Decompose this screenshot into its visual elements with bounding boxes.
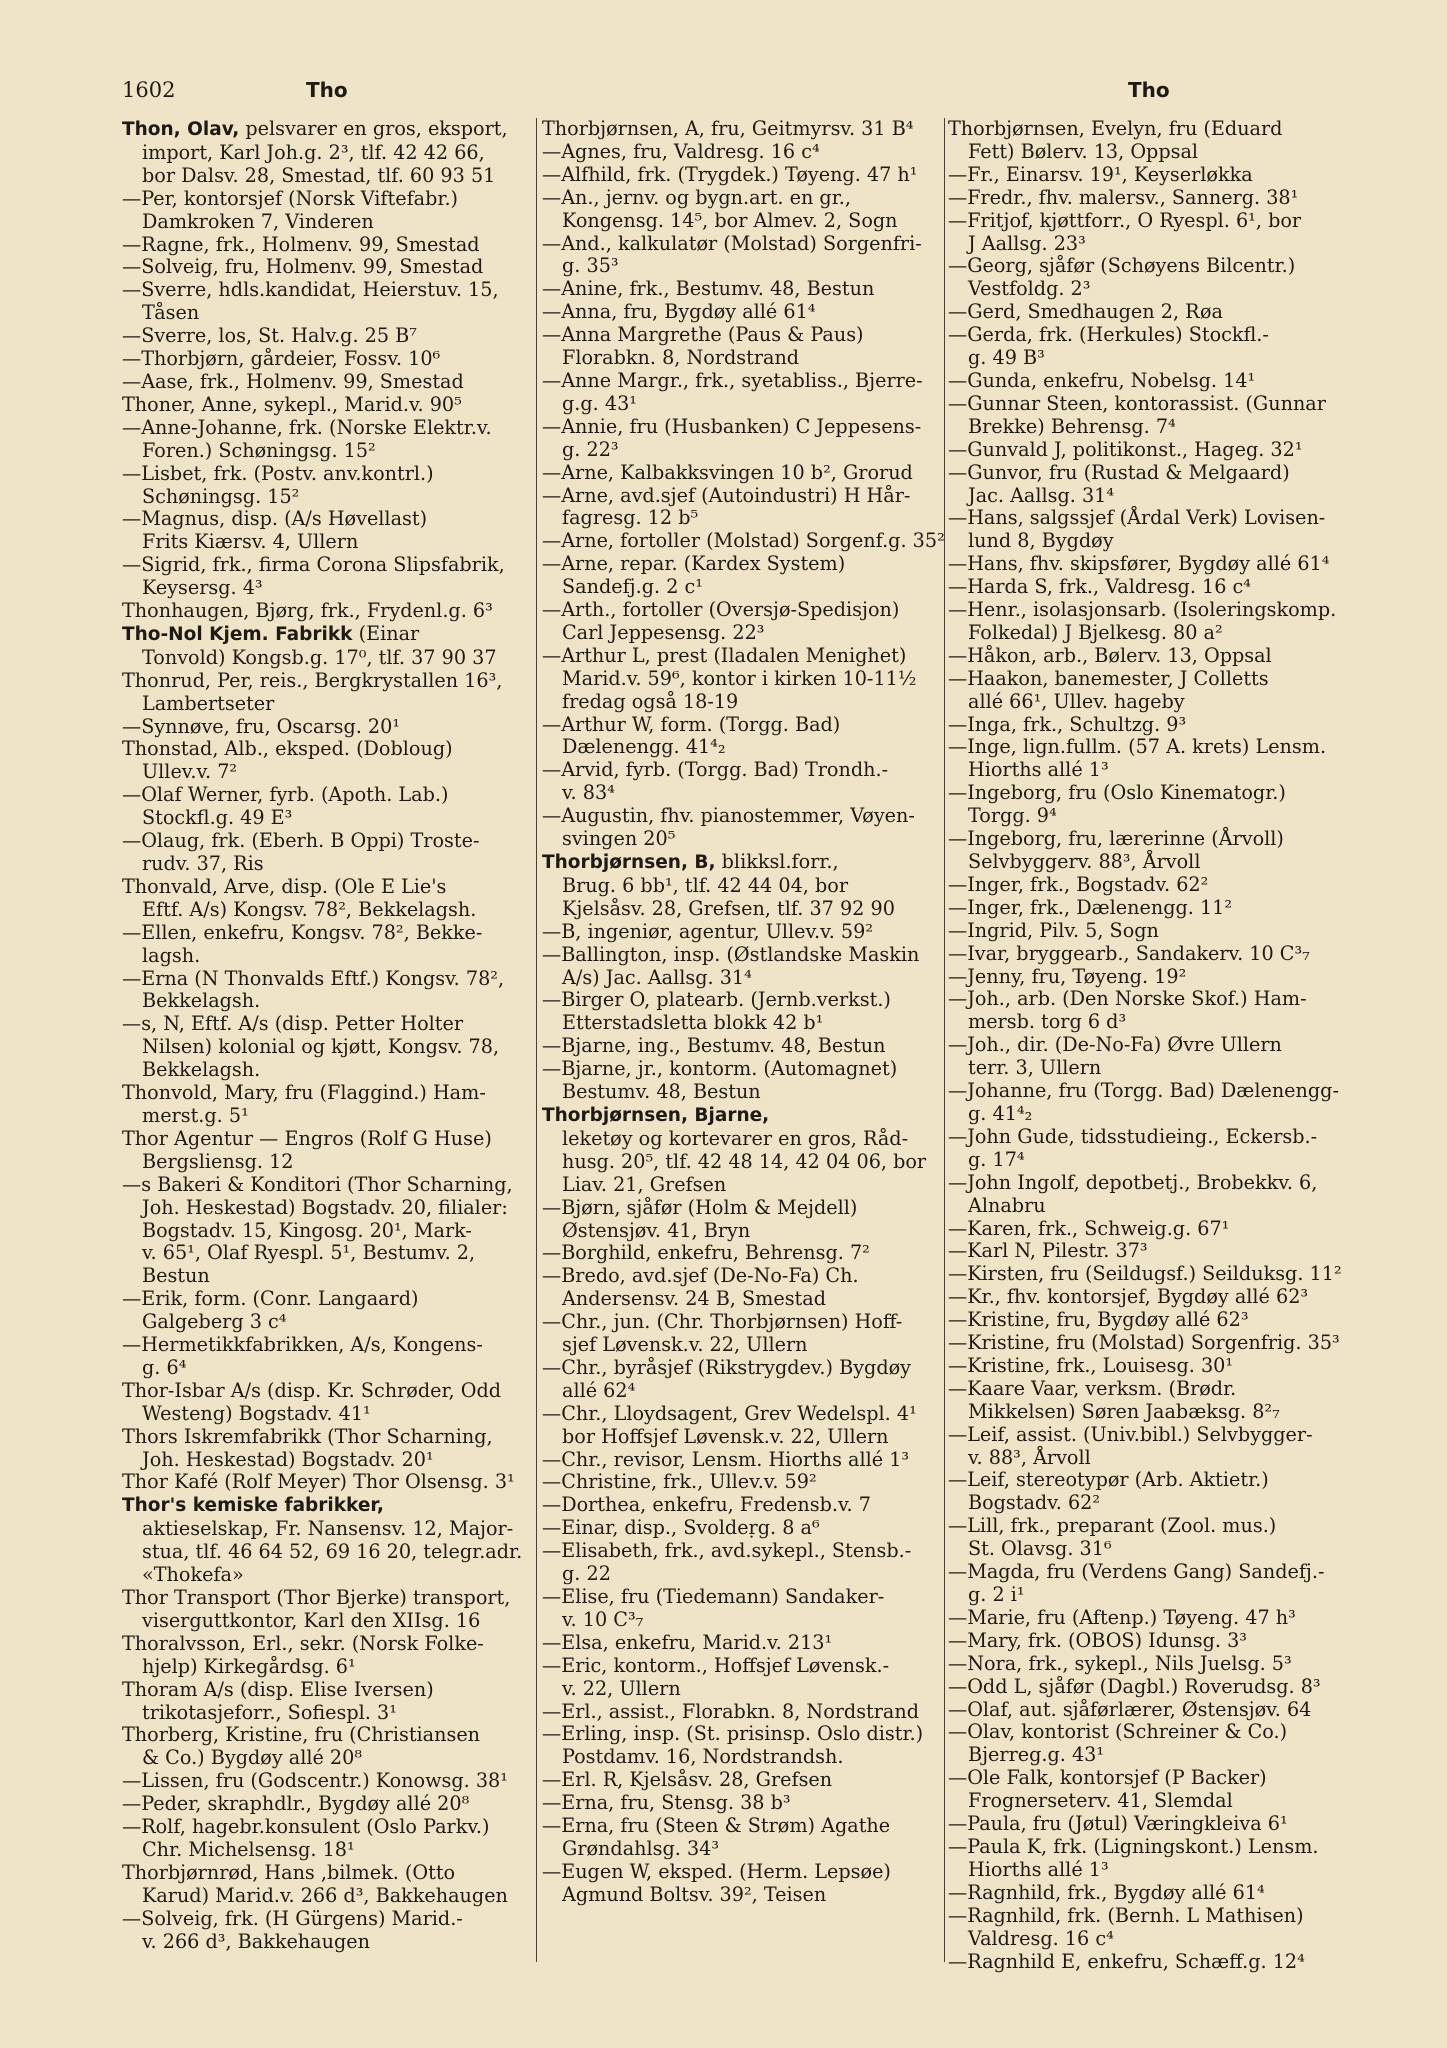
directory-entry — [948, 1355, 1368, 1378]
directory-entry — [948, 874, 1368, 897]
entry-text: Thor Agentur — Engros (Rolf G Huse) Bergsliensg. 12 — [122, 1126, 492, 1173]
entry-text: —s, N, Eftf. A/s (disp. Petter Holter Nilsen) kolonial og kjøtt, Kongsv. 78, Bekkelagsh. — [122, 1012, 500, 1082]
directory-entry — [542, 1403, 954, 1449]
directory-entry — [122, 1013, 534, 1082]
entry-text: —Lissen, fru (Godscentr.) Konowsg. 38¹ — [122, 1769, 508, 1793]
entry-text: —Kristine, fru (Molstad) Sorgenfrig. 35³ — [948, 1331, 1340, 1355]
directory-entry — [122, 738, 534, 784]
directory-entry — [948, 1813, 1368, 1836]
directory-entry — [948, 1767, 1368, 1813]
entry-text: —Karen, frk., Schweig.g. 67¹ — [948, 1216, 1230, 1240]
directory-entry — [122, 394, 534, 417]
entry-text: —Eugen W, eksped. (Herm. Lepsøe) Agmund Boltsv. 39², Teisen — [542, 1859, 891, 1906]
entry-text: —Arvid, fyrb. (Torgg. Bad) Trondh.- v. 83⁴ — [542, 758, 889, 805]
directory-entry — [948, 782, 1368, 828]
directory-entry — [542, 370, 954, 416]
directory-entry — [542, 1655, 954, 1701]
directory-entry — [542, 1311, 954, 1357]
entry-text: Thorberg, Kristine, fru (Christiansen & Co.) Bygdøy allé 20⁸ — [122, 1723, 481, 1770]
directory-entry — [948, 668, 1368, 714]
entry-text: —Odd L, sjåfør (Dagbl.) Roverudsg. 8³ — [948, 1674, 1321, 1698]
entry-text: —Nora, frk., sykepl., Nils Juelsg. 5³ — [948, 1651, 1292, 1675]
entry-text: —Inger, frk., Dælenengg. 11² — [948, 895, 1233, 919]
entry-text: —Fredr., fhv. malersv., Sannerg. 38¹ — [948, 185, 1299, 209]
directory-entry — [948, 599, 1368, 645]
entry-text: —Paula K, frk. (Ligningskont.) Lensm. Hiorths allé 1³ — [948, 1834, 1319, 1881]
directory-entry — [948, 1378, 1368, 1424]
entry-text: —Chr., revisor, Lensm. Hiorths allé 1³ — [542, 1447, 910, 1471]
directory-entry — [542, 1701, 954, 1724]
running-head-left: Tho — [306, 78, 348, 102]
entry-text: —Henr., isolasjonsarb. (Isoleringskomp. Folkedal) J Bjelkesg. 80 a² — [948, 598, 1337, 644]
entry-text: Thonrud, Per, reis., Bergkrystallen 16³, Lambertseter — [122, 668, 503, 715]
entry-text: —Aase, frk., Holmenv. 99, Smestad — [122, 369, 464, 393]
entry-text: —Haakon, banemester, J Colletts allé 66¹, Ullev. hageby — [948, 666, 1269, 713]
entry-text: —Bjarne, jr., kontorm. (Automagnet) Bestumv. 48, Bestun — [542, 1057, 898, 1104]
entry-text: —Birger O, platearb. (Jernb.verkst.) Etterstadsletta blokk 42 b¹ — [542, 988, 891, 1035]
entry-text: —Thorbjørn, gårdeier, Fossv. 10⁶ — [122, 347, 441, 371]
entry-text: —Johanne, fru (Torgg. Bad) Dælenengg- g. 41⁴₂ — [948, 1079, 1339, 1125]
entry-text: —Chr., Lloydsagent, Grev Wedelspl. 4¹ bor Hoffsjef Løvensk.v. 22, Ullern — [542, 1401, 917, 1448]
directory-entry — [122, 508, 534, 554]
directory-entry — [122, 279, 534, 325]
entry-text: —Olaug, frk. (Eberh. B Oppi) Troste- rudv. 37, Ris — [122, 829, 480, 875]
directory-entry — [948, 1515, 1368, 1561]
directory-entry — [948, 301, 1368, 324]
directory-entry — [122, 256, 534, 279]
entry-text: —Solveig, frk. (H Gürgens) Marid.- v. 266 d³, Bakkehaugen — [122, 1906, 463, 1953]
entry-text: Thoner, Anne, sykepl., Marid.v. 90⁵ — [122, 392, 462, 416]
entry-heading: Tho-Nol Kjem. Fabrikk — [122, 623, 353, 645]
directory-entry — [542, 1242, 954, 1265]
directory-entry — [122, 922, 534, 968]
entry-text: —Olaf Werner, fyrb. (Apoth. Lab.) Stockfl.g. 49 E³ — [122, 783, 449, 830]
entry-text: Thorbjørnsen, A, fru, Geitmyrsv. 31 B⁴ — [542, 117, 914, 140]
entry-text: —B, ingeniør, agentur, Ullev.v. 59² — [542, 919, 874, 943]
entry-text: —Håkon, arb., Bølerv. 13, Oppsal — [948, 643, 1272, 667]
directory-entry — [948, 920, 1368, 943]
directory-entry — [948, 507, 1368, 553]
directory-entry — [542, 1035, 954, 1058]
directory-entry — [542, 301, 954, 324]
entry-heading: Thorbjørnsen, B, — [542, 852, 716, 873]
entry-text: —Gunnar Steen, kontorassist. (Gunnar Brekke) Behrensg. 7⁴ — [948, 391, 1326, 438]
entry-text: —Hans, salgssjef (Årdal Verk) Lovisen- lund 8, Bygdøy — [948, 506, 1326, 553]
directory-entry — [542, 599, 954, 645]
entry-text: —Eric, kontorm., Hoffsjef Løvensk.- v. 22, Ullern — [542, 1653, 890, 1700]
entry-text: —Lisbet, frk. (Postv. anv.kontrl.) Schøningsg. 15² — [122, 461, 434, 508]
directory-entry — [542, 118, 954, 141]
directory-entry — [542, 851, 954, 921]
directory-entry — [948, 1699, 1368, 1722]
directory-entry — [122, 234, 534, 257]
entry-text: Thonhaugen, Bjørg, frk., Frydenl.g. 6³ — [122, 599, 493, 623]
entry-text: —Arne, Kalbakksvingen 10 b², Grorud — [542, 460, 913, 484]
directory-entry — [122, 876, 534, 922]
directory-entry — [542, 921, 954, 944]
directory-entry — [948, 1424, 1368, 1470]
entry-text: —Ingeborg, fru, lærerinne (Årvoll) Selvbyggerv. 88³, Årvoll — [948, 827, 1284, 873]
directory-entry — [542, 1449, 954, 1472]
directory-entry — [542, 1769, 954, 1792]
directory-entry — [948, 210, 1368, 256]
entry-text: —Sverre, hdls.kandidat, Heierstuv. 15, Tåsen — [122, 278, 499, 325]
directory-entry — [542, 416, 954, 462]
entry-text: —Augustin, fhv. pianostemmer, Vøyen- svingen 20⁵ — [542, 804, 915, 851]
directory-entry — [122, 1679, 534, 1725]
directory-entry — [542, 1265, 954, 1311]
entry-text: —Erik, form. (Conr. Langaard) Galgeberg 3 c⁴ — [122, 1287, 419, 1334]
directory-entry — [948, 966, 1368, 989]
directory-entry — [948, 324, 1368, 370]
entry-text: —Anne-Johanne, frk. (Norske Elektr.v. Foren.) Schøningsg. 15² — [122, 415, 492, 462]
entry-text: —Magnus, disp. (A/s Høvellast) Frits Kiærsv. 4, Ullern — [122, 507, 428, 554]
entry-text: —Leif, stereotypør (Arb. Aktietr.) Bogstadv. 62² — [948, 1468, 1269, 1515]
directory-entry — [948, 1332, 1368, 1355]
entry-text: —Elise, fru (Tiedemann) Sandaker- v. 10 C³₇ — [542, 1585, 885, 1631]
entry-text: —Joh., dir. (De-No-Fa) Øvre Ullern terr. 3, Ullern — [948, 1033, 1282, 1080]
directory-entry — [122, 1082, 534, 1128]
entry-text: Thorbjørnsen, Evelyn, fru (Eduard Fett) Bølerv. 13, Oppsal — [948, 117, 1283, 163]
directory-entry — [948, 370, 1368, 393]
entry-text: —Erna, fru (Steen & Strøm) Agathe Grøndahlsg. 34³ — [542, 1814, 891, 1860]
directory-entry — [122, 1724, 534, 1770]
directory-entry — [948, 1263, 1368, 1286]
entry-text: —Fr., Einarsv. 19¹, Keyserløkka — [948, 162, 1253, 186]
entry-text: Thonstad, Alb., eksped. (Dobloug) Ullev.v. 7² — [122, 737, 453, 784]
entry-text: —Chr., jun. (Chr. Thorbjørnsen) Hoff- sjef Løvensk.v. 22, Ullern — [542, 1310, 903, 1357]
entry-text: Thor Transport (Thor Bjerke) transport, viserguttkontor, Karl den XIIsg. 16 — [122, 1586, 511, 1632]
entry-text: —Magda, fru (Verdens Gang) Sandefj.- g. 2 i¹ — [948, 1560, 1325, 1606]
directory-entry — [542, 1861, 954, 1907]
directory-entry — [122, 417, 534, 463]
entry-text: —And., kalkulatør (Molstad) Sorgenfri- g. 35³ — [542, 231, 922, 278]
entry-text: —Ballington, insp. (Østlandske Maskin A/s) Jac. Aallsg. 31⁴ — [542, 942, 920, 989]
column-3 — [948, 118, 1368, 1973]
directory-entry — [122, 371, 534, 394]
directory-entry — [948, 1951, 1368, 1974]
entry-text: Thors Iskremfabrikk (Thor Scharning, Joh. Heskestad) Bogstadv. 20¹ — [122, 1424, 493, 1471]
entry-text: —Hermetikkfabrikken, A/s, Kongens- g. 6⁴ — [122, 1333, 483, 1379]
directory-entry — [542, 1517, 954, 1540]
entry-text: —Ingrid, Pilv. 5, Sogn — [948, 918, 1159, 942]
directory-entry — [122, 1380, 534, 1426]
directory-entry — [542, 805, 954, 851]
directory-entry — [948, 1905, 1368, 1951]
directory-entry — [542, 553, 954, 599]
entry-text: —John Gude, tidsstudieing., Eckersb.- g. 17⁴ — [948, 1124, 1318, 1171]
directory-entry — [122, 1793, 534, 1816]
entry-text: —Per, kontorsjef (Norsk Viftefabr.) Damkroken 7, Vinderen — [122, 186, 459, 233]
directory-entry — [948, 1676, 1368, 1699]
directory-entry — [948, 645, 1368, 668]
entry-text: Thor Kafé (Rolf Meyer) Thor Olsensg. 3¹ — [122, 1470, 515, 1494]
entry-text: —Gerd, Smedhaugen 2, Røa — [948, 300, 1223, 324]
entry-text: —Rolf, hagebr.konsulent (Oslo Parkv.) Chr. Michelsensg. 18¹ — [122, 1815, 490, 1861]
directory-entry — [122, 1426, 534, 1472]
directory-entry — [122, 600, 534, 623]
directory-entry — [122, 554, 534, 600]
entry-text: —Arthur L, prest (Iladalen Menighet) Marid.v. 59⁶, kontor i kirken 10-11½ fredag også 18-19 — [542, 643, 917, 713]
entry-text: —Arne, avd.sjef (Autoindustri) H Hår- fagresg. 12 b⁵ — [542, 483, 911, 530]
entry-text: —Anine, frk., Bestumv. 48, Bestun — [542, 277, 875, 301]
entry-text: —Elsa, enkefru, Marid.v. 213¹ — [542, 1630, 833, 1654]
directory-entry — [122, 1128, 534, 1174]
directory-entry — [542, 944, 954, 990]
entry-text: —Dorthea, enkefru, Fredensb.v. 7 — [542, 1493, 871, 1517]
directory-entry — [122, 1494, 534, 1587]
entry-text: Thonvald, Arve, disp. (Ole E Lie's Eftf. A/s) Kongsv. 78², Bekkelagsh. — [122, 874, 477, 921]
directory-entry — [542, 714, 954, 760]
entry-text: —Sverre, los, St. Halv.g. 25 B⁷ — [122, 324, 417, 348]
entry-text: —Anne Margr., frk., syetabliss., Bjerre- g.g. 43¹ — [542, 368, 923, 415]
directory-entry — [948, 576, 1368, 599]
directory-entry — [122, 1816, 534, 1862]
entry-text: —Inga, frk., Schultzg. 9³ — [948, 712, 1187, 736]
directory-entry — [542, 1471, 954, 1494]
entry-text: —Erna, fru, Stensg. 38 b³ — [542, 1791, 791, 1815]
entry-text: —Hans, fhv. skipsfører, Bygdøy allé 61⁴ — [948, 552, 1330, 576]
directory-entry — [542, 233, 954, 279]
column-divider — [536, 118, 537, 1962]
entry-text: —Gerda, frk. (Herkules) Stockfl.- g. 49 B³ — [948, 323, 1269, 370]
entry-text: —Ragnhild E, enkefru, Schæff.g. 12⁴ — [948, 1949, 1305, 1973]
directory-entry — [542, 324, 954, 370]
entry-text: blikksl.forr., Brug. 6 bb¹, tlf. 42 44 04, bor Kjelsåsv. 28, Grefsen, tlf. 37 92 90 — [562, 850, 895, 920]
directory-entry — [948, 118, 1368, 164]
directory-entry — [542, 485, 954, 531]
entry-text: —Sigrid, frk., firma Corona Slipsfabrik, Keysersg. 4³ — [122, 553, 505, 600]
directory-entry — [948, 1240, 1368, 1263]
directory-entry — [542, 1792, 954, 1815]
entry-text: —Fritjof, kjøttforr., O Ryespl. 6¹, bor J Aallsg. 23³ — [948, 208, 1302, 255]
directory-entry — [542, 530, 954, 553]
entry-text: —Joh., arb. (Den Norske Skof.) Ham- mersb. torg 6 d³ — [948, 987, 1307, 1034]
entry-text: —Synnøve, fru, Oscarsg. 20¹ — [122, 714, 401, 738]
directory-entry — [542, 1104, 954, 1197]
entry-text: —Borghild, enkefru, Behrensg. 7² — [542, 1241, 870, 1265]
directory-entry — [542, 1815, 954, 1861]
entry-text: —Inge, lign.fullm. (57 A. krets) Lensm. Hiorths allé 1³ — [948, 735, 1327, 782]
directory-entry — [542, 1586, 954, 1632]
entry-text: Thor-Isbar A/s (disp. Kr. Schrøder, Odd Westeng) Bogstadv. 41¹ — [122, 1378, 502, 1425]
directory-entry — [948, 1218, 1368, 1241]
entry-text: —Marie, fru (Aftenp.) Tøyeng. 47 h³ — [948, 1605, 1296, 1629]
entry-text: —Gunvor, fru (Rustad & Melgaard) Jac. Aallsg. 31⁴ — [948, 460, 1290, 507]
directory-entry — [948, 1126, 1368, 1172]
directory-entry — [948, 187, 1368, 210]
entry-text: —Paula, fru (Jøtul) Væringkleiva 6¹ — [948, 1812, 1288, 1836]
entry-text: —Ellen, enkefru, Kongsv. 78², Bekke- lagsh. — [122, 920, 483, 967]
entry-text: —Anna, fru, Bygdøy allé 61⁴ — [542, 300, 816, 324]
entry-text: —Annie, fru (Husbanken) C Jeppesens- g. 22³ — [542, 414, 922, 461]
entry-text: —Harda S, frk., Valdresg. 16 c⁴ — [948, 575, 1251, 599]
directory-entry — [542, 164, 954, 187]
directory-entry — [948, 1561, 1368, 1607]
entry-text: —Mary, frk. (OBOS) Idunsg. 3³ — [948, 1628, 1247, 1652]
entry-text: —John Ingolf, depotbetj., Brobekkv. 6, Alnabru — [948, 1170, 1318, 1217]
entry-text: Thoralvsson, Erl., sekr. (Norsk Folke- hjelp) Kirkegårdsg. 6¹ — [122, 1631, 484, 1678]
entry-text: —Jenny, fru, Tøyeng. 19² — [948, 964, 1187, 988]
running-head-right: Tho — [1128, 78, 1170, 102]
directory-entry — [542, 462, 954, 485]
entry-text: —Erna (N Thonvalds Eftf.) Kongsv. 78², Bekkelagsh. — [122, 966, 505, 1013]
entry-text: —Anna Margrethe (Paus & Paus) Florabkn. 8, Nordstrand — [542, 323, 864, 370]
directory-entry — [122, 1633, 534, 1679]
entry-text: —Kristine, fru, Bygdøy allé 62³ — [948, 1308, 1249, 1332]
directory-entry — [948, 1721, 1368, 1767]
directory-entry — [948, 553, 1368, 576]
entry-text: —Arne, fortoller (Molstad) Sorgenf.g. 35² — [542, 529, 945, 553]
entry-text: —Christine, frk., Ullev.v. 59² — [542, 1470, 817, 1494]
directory-entry — [948, 393, 1368, 439]
directory-entry — [122, 1908, 534, 1954]
directory-entry — [542, 1357, 954, 1403]
entry-text: —Olaf, aut. sjåførlærer, Østensjøv. 64 — [948, 1697, 1312, 1721]
entry-text: —s Bakeri & Konditori (Thor Scharning, Joh. Heskestad) Bogstadv. 20, filialer: Bogstadv. 15, Kingosg. 20¹, Mark- v. 65¹, Olaf Ryespl. 5¹, Bestumv. 2, Bestun — [122, 1172, 513, 1288]
entry-text: Thoram A/s (disp. Elise Iversen) trikotasjeforr., Sofiespl. 3¹ — [122, 1677, 434, 1724]
entry-text: —Gunvald J, politikonst., Hageg. 32¹ — [948, 437, 1303, 461]
entry-text: —Chr., byråsjef (Rikstrygdev.) Bygdøy allé 62⁴ — [542, 1355, 912, 1402]
directory-entry — [542, 1494, 954, 1517]
directory-entry — [948, 1034, 1368, 1080]
entry-text: —An., jernv. og bygn.art. en gr., Kongensg. 14⁵, bor Almev. 2, Sogn — [542, 185, 898, 232]
directory-entry — [948, 255, 1368, 301]
entry-text: —Alfhild, frk. (Trygdek.) Tøyeng. 47 h¹ — [542, 162, 918, 186]
entry-text: —Agnes, fru, Valdresg. 16 c⁴ — [542, 139, 820, 163]
directory-entry — [122, 463, 534, 509]
directory-entry — [122, 968, 534, 1014]
entry-heading: Thor's kemiske fabrikker, — [122, 1495, 384, 1517]
entry-text: —Elisabeth, frk., avd.sykepl., Stensb.- g. 22 — [542, 1539, 912, 1586]
directory-entry — [948, 897, 1368, 920]
entry-text: —Kirsten, fru (Seildugsf.) Seilduksg. 11² — [948, 1262, 1342, 1286]
directory-entry — [948, 164, 1368, 187]
entry-text: —Peder, skraphdlr., Bygdøy allé 20⁸ — [122, 1792, 470, 1816]
page-number: 1602 — [122, 78, 176, 102]
directory-entry — [948, 439, 1368, 462]
directory-entry — [542, 645, 954, 714]
column-2 — [542, 118, 954, 1907]
directory-entry — [122, 784, 534, 830]
entry-text: —Lill, frk., preparant (Zool. mus.) St. Olavsg. 31⁶ — [948, 1514, 1277, 1561]
entry-text: —Erl., assist., Florabkn. 8, Nordstrand — [542, 1699, 920, 1723]
entry-text: —Ivar, bryggearb., Sandakerv. 10 C³₇ — [948, 941, 1310, 965]
directory-entry — [948, 943, 1368, 966]
entry-text: —Karl N, Pilestr. 37³ — [948, 1239, 1148, 1263]
entry-text: —Erl. R, Kjelsåsv. 28, Grefsen — [542, 1768, 833, 1792]
directory-entry — [122, 325, 534, 348]
directory-entry — [948, 1630, 1368, 1653]
entry-text: Thorbjørnrød, Hans ,bilmek. (Otto Karud) Marid.v. 266 d³, Bakkehaugen — [122, 1860, 508, 1907]
directory-entry — [542, 1632, 954, 1655]
directory-entry — [948, 1653, 1368, 1676]
directory-entry — [948, 988, 1368, 1034]
entry-text: —Leif, assist. (Univ.bibl.) Selvbygger- v. 88³, Årvoll — [948, 1422, 1313, 1469]
directory-entry — [948, 1882, 1368, 1905]
directory-entry — [122, 623, 534, 670]
entry-text: —Ragne, frk., Holmenv. 99, Smestad — [122, 232, 480, 256]
directory-entry — [948, 1607, 1368, 1630]
entry-text: —Ragnhild, frk. (Bernh. L Mathisen) Valdresg. 16 c⁴ — [948, 1903, 1304, 1950]
directory-entry — [948, 1469, 1368, 1515]
directory-entry — [542, 278, 954, 301]
entry-text: Thonvold, Mary, fru (Flaggind.) Ham- merst.g. 5¹ — [122, 1081, 486, 1127]
directory-entry — [948, 736, 1368, 782]
directory-entry — [948, 1286, 1368, 1309]
entry-text: —Ragnhild, frk., Bygdøy allé 61⁴ — [948, 1880, 1265, 1904]
entry-text: —Ole Falk, kontorsjef (P Backer) Frognerseterv. 41, Slemdal — [948, 1766, 1267, 1813]
directory-entry — [542, 989, 954, 1035]
directory-entry — [122, 670, 534, 716]
entry-heading: Thorbjørnsen, Bjarne, — [542, 1104, 770, 1126]
entry-text: —Kr., fhv. kontorsjef, Bygdøy allé 62³ — [948, 1285, 1309, 1309]
directory-entry — [948, 462, 1368, 508]
directory-entry — [122, 1288, 534, 1334]
entry-text: —Bjørn, sjåfør (Holm & Mejdell) Østensjøv. 41, Bryn — [542, 1195, 858, 1242]
entry-text: —Gunda, enkefru, Nobelsg. 14¹ — [948, 368, 1256, 392]
entry-text: —Solveig, fru, Holmenv. 99, Smestad — [122, 255, 484, 279]
entry-heading: Thon, Olav, — [122, 119, 240, 140]
entry-text: —Kristine, frk., Louisesg. 30¹ — [948, 1353, 1234, 1377]
directory-entry — [122, 348, 534, 371]
directory-entry — [122, 1471, 534, 1494]
directory-entry — [542, 141, 954, 164]
directory-entry — [542, 759, 954, 805]
directory-entry — [122, 1770, 534, 1793]
entry-text: —Georg, sjåfør (Schøyens Bilcentr.) Vestfoldg. 2³ — [948, 254, 1296, 301]
directory-entry — [948, 714, 1368, 737]
page-header — [0, 78, 1447, 108]
directory-entry — [122, 188, 534, 234]
entry-text: —Kaare Vaar, verksm. (Brødr. Mikkelsen) Søren Jaabæksg. 8²₇ — [948, 1376, 1280, 1423]
directory-entry — [122, 1174, 534, 1289]
directory-entry — [542, 187, 954, 233]
entry-text: aktieselskap, Fr. Nansensv. 12, Major- stua, tlf. 46 64 52, 69 16 20, telegr.adr. «Thokefa» — [142, 1517, 523, 1587]
directory-entry — [542, 1197, 954, 1243]
entry-text: —Arth., fortoller (Oversjø-Spedisjon) Carl Jeppesensg. 22³ — [542, 598, 900, 644]
directory-entry — [122, 118, 534, 188]
entry-text: pelsvarer en gros, eksport, import, Karl Joh.g. 2³, tlf. 42 42 66, bor Dalsv. 28, Smestad, tlf. 60 93 51 — [142, 117, 508, 187]
directory-entry — [122, 1334, 534, 1380]
directory-entry — [542, 1540, 954, 1586]
directory-entry — [948, 1080, 1368, 1126]
directory-entry — [122, 830, 534, 876]
column-1 — [122, 118, 534, 1954]
entry-text: —Olav, kontorist (Schreiner & Co.) Bjerreg.g. 43¹ — [948, 1720, 1288, 1767]
directory-entry — [542, 1058, 954, 1104]
directory-entry — [948, 828, 1368, 874]
entry-text: —Einar, disp., Svoldeṛg. 8 a⁶ — [542, 1516, 820, 1540]
directory-entry — [948, 1836, 1368, 1882]
directory-entry — [122, 1587, 534, 1633]
entry-text: —Erling, insp. (St. prisinsp. Oslo distr.) Postdamv. 16, Nordstrandsh. — [542, 1722, 924, 1769]
entry-text: (Einar Tonvold) Kongsb.g. 17⁰, tlf. 37 90 37 — [142, 621, 497, 669]
directory-entry — [122, 716, 534, 739]
entry-text: —Inger, frk., Bogstadv. 62² — [948, 872, 1209, 896]
entry-text: —Bjarne, ing., Bestumv. 48, Bestun — [542, 1034, 886, 1058]
directory-entry — [948, 1172, 1368, 1218]
entry-text: —Arne, repar. (Kardex System) Sandefj.g. 2 c¹ — [542, 552, 846, 599]
directory-entry — [122, 1862, 534, 1908]
directory-entry — [542, 1723, 954, 1769]
entry-text: —Arthur W, form. (Torgg. Bad) Dælenengg. 41⁴₂ — [542, 712, 841, 759]
entry-text: leketøy og kortevarer en gros, Råd- husg. 20⁵, tlf. 42 48 14, 42 04 06, bor Liav. 21, Grefsen — [562, 1126, 927, 1196]
entry-text: —Ingeborg, fru (Oslo Kinematogr.) Torgg. 9⁴ — [948, 781, 1286, 828]
entry-text: —Bredo, avd.sjef (De-No-Fa) Ch. Andersensv. 24 B, Smestad — [542, 1264, 859, 1311]
directory-entry — [948, 1309, 1368, 1332]
